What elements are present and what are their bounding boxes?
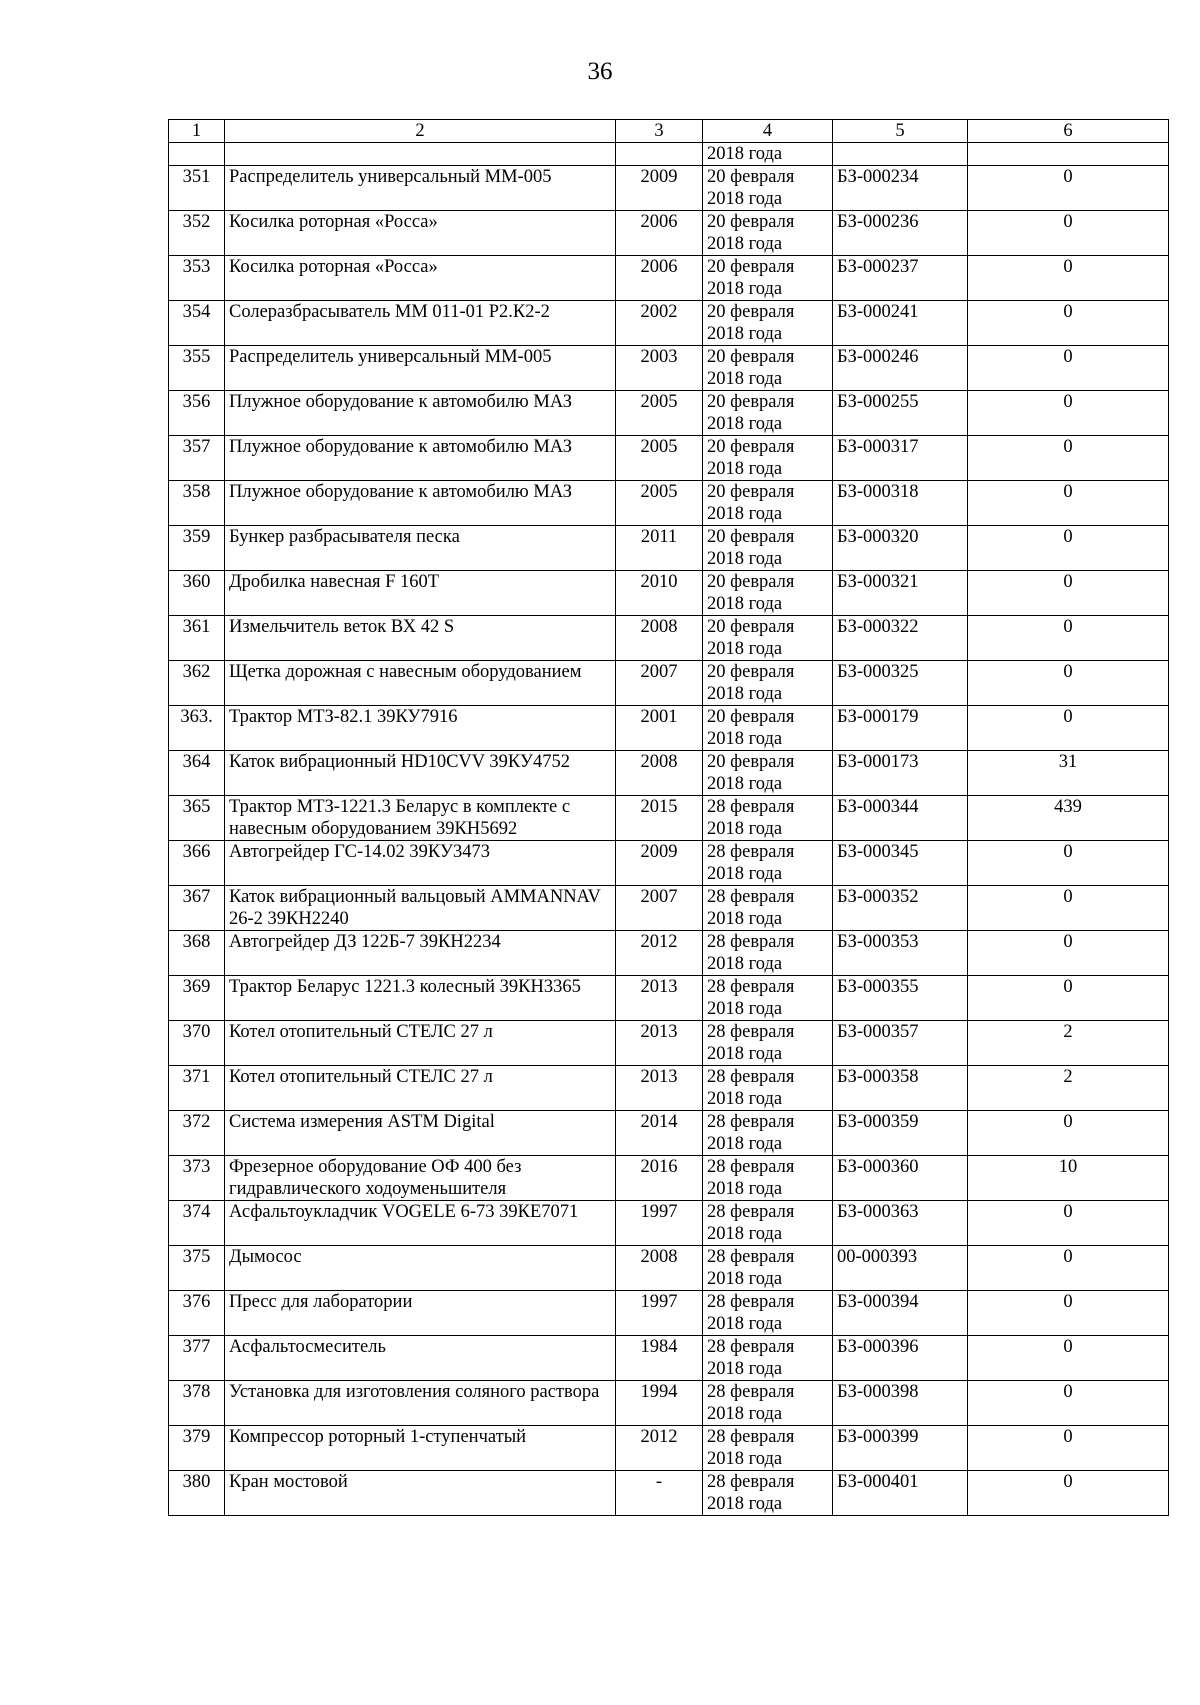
year-cell: 2011 <box>616 526 703 571</box>
date-line: 28 февраля <box>707 1112 795 1132</box>
date-line: 2018 года <box>707 729 783 749</box>
row-number-cell: 362 <box>169 661 225 706</box>
date-line: 2018 года <box>707 1134 783 1154</box>
item-name-cell: Косилка роторная «Росса» <box>225 211 616 256</box>
value-cell: 0 <box>968 571 1169 616</box>
date-cell <box>703 1246 833 1291</box>
row-number-cell: 367 <box>169 886 225 931</box>
date-cell <box>703 796 833 841</box>
inventory-code-cell: БЗ-000234 <box>833 166 968 211</box>
year-cell: - <box>616 1471 703 1516</box>
date-line: 20 февраля <box>707 167 795 187</box>
date-line: 2018 года <box>707 189 783 209</box>
date-line: 20 февраля <box>707 617 795 637</box>
date-line: 2018 года <box>707 954 783 974</box>
year-cell: 2005 <box>616 481 703 526</box>
row-number-cell: 374 <box>169 1201 225 1246</box>
inventory-code-cell: БЗ-000357 <box>833 1021 968 1066</box>
item-name-cell: Трактор МТЗ-1221.3 Беларус в комплекте с навесным оборудованием 39КН5692 <box>225 796 616 841</box>
row-number-cell: 363. <box>169 706 225 751</box>
date-cell <box>703 481 833 526</box>
date-line: 2018 года <box>707 504 783 524</box>
date-line: 20 февраля <box>707 347 795 367</box>
table-row <box>169 976 1169 1021</box>
date-line: 20 февраля <box>707 302 795 322</box>
table-row <box>169 211 1169 256</box>
date-line: 2018 года <box>707 459 783 479</box>
date-line: 28 февраля <box>707 977 795 997</box>
year-cell: 2009 <box>616 166 703 211</box>
row-number-cell: 365 <box>169 796 225 841</box>
date-line: 2018 года <box>707 369 783 389</box>
year-cell: 2012 <box>616 1426 703 1471</box>
value-cell: 0 <box>968 1201 1169 1246</box>
item-name-cell: Асфальтоукладчик VOGELE 6-73 39КЕ7071 <box>225 1201 616 1246</box>
table-row <box>169 436 1169 481</box>
row-number-cell: 376 <box>169 1291 225 1336</box>
date-line: 2018 года <box>707 774 783 794</box>
table-row <box>169 1246 1169 1291</box>
year-cell: 2008 <box>616 616 703 661</box>
item-name-cell: Распределитель универсальный ММ-005 <box>225 166 616 211</box>
value-cell: 0 <box>968 526 1169 571</box>
item-name-cell: Кран мостовой <box>225 1471 616 1516</box>
value-cell: 0 <box>968 301 1169 346</box>
row-number-cell: 369 <box>169 976 225 1021</box>
row-number-cell: 353 <box>169 256 225 301</box>
year-cell: 2006 <box>616 211 703 256</box>
value-cell: 0 <box>968 1426 1169 1471</box>
row-number-cell: 357 <box>169 436 225 481</box>
value-cell: 0 <box>968 211 1169 256</box>
table-row <box>169 301 1169 346</box>
table-row <box>169 166 1169 211</box>
date-cell <box>703 211 833 256</box>
date-line: 28 февраля <box>707 1337 795 1357</box>
date-cell <box>703 976 833 1021</box>
row-number-cell: 378 <box>169 1381 225 1426</box>
date-line: 28 февраля <box>707 1202 795 1222</box>
table-row <box>169 931 1169 976</box>
value-cell: 0 <box>968 886 1169 931</box>
date-line: 28 февраля <box>707 1472 795 1492</box>
item-name-cell: Каток вибрационный HD10CVV 39КУ4752 <box>225 751 616 796</box>
item-name-cell: Асфальтосмеситель <box>225 1336 616 1381</box>
year-cell: 2008 <box>616 1246 703 1291</box>
table-row <box>169 751 1169 796</box>
inventory-code-cell: БЗ-000363 <box>833 1201 968 1246</box>
date-cell <box>703 166 833 211</box>
inventory-code-cell: БЗ-000246 <box>833 346 968 391</box>
item-name-cell: Трактор Беларус 1221.3 колесный 39КН3365 <box>225 976 616 1021</box>
item-name-cell: Установка для изготовления соляного раствора <box>225 1381 616 1426</box>
inventory-code-cell: БЗ-000353 <box>833 931 968 976</box>
item-name-cell: Дробилка навесная F 160Т <box>225 571 616 616</box>
date-line: 28 февраля <box>707 1292 795 1312</box>
year-cell: 1997 <box>616 1291 703 1336</box>
date-line: 2018 года <box>707 594 783 614</box>
item-name-cell: Плужное оборудование к автомобилю МАЗ <box>225 436 616 481</box>
column-header: 5 <box>833 120 968 143</box>
item-name-cell: Дымосос <box>225 1246 616 1291</box>
row-number-cell: 370 <box>169 1021 225 1066</box>
date-cell: 2018 года <box>703 143 833 166</box>
value-cell: 0 <box>968 616 1169 661</box>
column-header: 3 <box>616 120 703 143</box>
inventory-code-cell: БЗ-000179 <box>833 706 968 751</box>
table-row <box>169 1381 1169 1426</box>
item-name-cell: Пресс для лаборатории <box>225 1291 616 1336</box>
date-line: 2018 года <box>707 549 783 569</box>
column-header: 2 <box>225 120 616 143</box>
value-cell: 0 <box>968 346 1169 391</box>
inventory-code-cell: БЗ-000318 <box>833 481 968 526</box>
row-number-cell: 371 <box>169 1066 225 1111</box>
date-line: 20 февраля <box>707 392 795 412</box>
year-cell: 2016 <box>616 1156 703 1201</box>
year-cell: 1994 <box>616 1381 703 1426</box>
table-row <box>169 526 1169 571</box>
date-line: 20 февраля <box>707 572 795 592</box>
row-number-cell: 364 <box>169 751 225 796</box>
inventory-code-cell: БЗ-000322 <box>833 616 968 661</box>
item-name-cell: Плужное оборудование к автомобилю МАЗ <box>225 391 616 436</box>
date-line: 2018 года <box>707 324 783 344</box>
inventory-code-cell: БЗ-000352 <box>833 886 968 931</box>
row-number-cell: 375 <box>169 1246 225 1291</box>
date-line: 28 февраля <box>707 1067 795 1087</box>
date-line: 2018 года <box>707 999 783 1019</box>
row-number-cell: 361 <box>169 616 225 661</box>
table-row <box>169 661 1169 706</box>
row-number-cell: 355 <box>169 346 225 391</box>
item-name-cell: Каток вибрационный вальцовый AMMANNAV 26-2 39КН2240 <box>225 886 616 931</box>
inventory-code-cell: БЗ-000394 <box>833 1291 968 1336</box>
table-row <box>169 391 1169 436</box>
date-cell <box>703 931 833 976</box>
value-cell: 0 <box>968 166 1169 211</box>
date-cell <box>703 571 833 616</box>
table-row <box>169 1111 1169 1156</box>
table-row <box>169 1426 1169 1471</box>
date-line: 2018 года <box>707 864 783 884</box>
table-row <box>169 256 1169 301</box>
item-name-cell: Солеразбрасыватель ММ 011-01 Р2.К2-2 <box>225 301 616 346</box>
inventory-code-cell: БЗ-000358 <box>833 1066 968 1111</box>
year-cell: 2005 <box>616 391 703 436</box>
row-number-cell: 372 <box>169 1111 225 1156</box>
inventory-code-cell: БЗ-000359 <box>833 1111 968 1156</box>
inventory-code-cell: БЗ-000396 <box>833 1336 968 1381</box>
year-cell: 2015 <box>616 796 703 841</box>
year-cell: 2003 <box>616 346 703 391</box>
inventory-code-cell: 00-000393 <box>833 1246 968 1291</box>
date-cell <box>703 301 833 346</box>
date-cell <box>703 1471 833 1516</box>
inventory-code-cell: БЗ-000344 <box>833 796 968 841</box>
row-number-cell: 352 <box>169 211 225 256</box>
item-name-cell: Фрезерное оборудование ОФ 400 без гидравлического ходоуменьшителя <box>225 1156 616 1201</box>
value-cell: 0 <box>968 391 1169 436</box>
date-line: 20 февраля <box>707 437 795 457</box>
table-row <box>169 1201 1169 1246</box>
value-cell: 0 <box>968 1336 1169 1381</box>
item-name-cell: Плужное оборудование к автомобилю МАЗ <box>225 481 616 526</box>
date-line: 20 февраля <box>707 707 795 727</box>
item-name-cell: Автогрейдер ГС-14.02 39КУ3473 <box>225 841 616 886</box>
row-number-cell: 368 <box>169 931 225 976</box>
value-cell: 0 <box>968 481 1169 526</box>
table-row <box>169 1291 1169 1336</box>
inventory-code-cell: БЗ-000325 <box>833 661 968 706</box>
page-number: 36 <box>587 58 613 85</box>
column-header: 1 <box>169 120 225 143</box>
date-cell <box>703 751 833 796</box>
table-row <box>169 1066 1169 1111</box>
year-cell: 2014 <box>616 1111 703 1156</box>
value-cell: 0 <box>968 976 1169 1021</box>
row-number-cell: 366 <box>169 841 225 886</box>
date-line: 2018 года <box>707 1314 783 1334</box>
date-line: 2018 года <box>707 684 783 704</box>
year-cell: 1984 <box>616 1336 703 1381</box>
inventory-code-cell: БЗ-000317 <box>833 436 968 481</box>
table-row <box>169 1156 1169 1201</box>
date-cell <box>703 1381 833 1426</box>
value-cell: 0 <box>968 1246 1169 1291</box>
year-cell: 2007 <box>616 661 703 706</box>
date-cell <box>703 886 833 931</box>
year-cell: 2008 <box>616 751 703 796</box>
date-line: 2018 года <box>707 279 783 299</box>
item-name-cell: Котел отопительный СТЕЛС 27 л <box>225 1066 616 1111</box>
date-line: 2018 года <box>707 1044 783 1064</box>
date-cell <box>703 706 833 751</box>
item-name-cell: Косилка роторная «Росса» <box>225 256 616 301</box>
item-name-cell: Система измерения ASTM Digital <box>225 1111 616 1156</box>
date-cell <box>703 1201 833 1246</box>
year-cell: 2005 <box>616 436 703 481</box>
table-row <box>169 616 1169 661</box>
inventory-code-cell: БЗ-000321 <box>833 571 968 616</box>
date-line: 28 февраля <box>707 1022 795 1042</box>
date-line: 20 февраля <box>707 212 795 232</box>
date-line: 28 февраля <box>707 932 795 952</box>
row-number-cell: 358 <box>169 481 225 526</box>
date-line: 2018 года <box>707 1359 783 1379</box>
date-line: 28 февраля <box>707 842 795 862</box>
table-row <box>169 841 1169 886</box>
year-cell: 2006 <box>616 256 703 301</box>
value-cell: 2 <box>968 1021 1169 1066</box>
column-header: 4 <box>703 120 833 143</box>
inventory-code-cell: БЗ-000320 <box>833 526 968 571</box>
date-cell <box>703 346 833 391</box>
item-name-cell: Измельчитель веток ВХ 42 S <box>225 616 616 661</box>
inventory-code-cell: БЗ-000236 <box>833 211 968 256</box>
date-cell <box>703 526 833 571</box>
value-cell: 0 <box>968 661 1169 706</box>
year-cell: 2001 <box>616 706 703 751</box>
date-line: 2018 года <box>707 1494 783 1514</box>
date-line: 20 февраля <box>707 257 795 277</box>
inventory-table <box>168 119 1169 1516</box>
date-line: 2018 года <box>707 1269 783 1289</box>
year-cell: 1997 <box>616 1201 703 1246</box>
date-line: 28 февраля <box>707 1157 795 1177</box>
date-cell <box>703 1291 833 1336</box>
date-cell <box>703 256 833 301</box>
year-cell: 2012 <box>616 931 703 976</box>
year-cell: 2010 <box>616 571 703 616</box>
year-cell: 2009 <box>616 841 703 886</box>
table-row <box>169 481 1169 526</box>
date-line: 2018 года <box>707 1404 783 1424</box>
item-name-cell: Компрессор роторный 1-ступенчатый <box>225 1426 616 1471</box>
date-line: 28 февраля <box>707 1247 795 1267</box>
date-line: 20 февраля <box>707 662 795 682</box>
date-cell <box>703 1021 833 1066</box>
date-line: 20 февраля <box>707 482 795 502</box>
row-number-cell: 354 <box>169 301 225 346</box>
date-cell <box>703 436 833 481</box>
value-cell: 0 <box>968 1111 1169 1156</box>
date-line: 28 февраля <box>707 1427 795 1447</box>
row-number-cell: 379 <box>169 1426 225 1471</box>
year-cell: 2007 <box>616 886 703 931</box>
inventory-code-cell: БЗ-000241 <box>833 301 968 346</box>
continuation-row <box>169 143 1169 166</box>
date-line: 2018 года <box>707 234 783 254</box>
value-cell: 0 <box>968 256 1169 301</box>
row-number-cell: 351 <box>169 166 225 211</box>
inventory-code-cell: БЗ-000360 <box>833 1156 968 1201</box>
table-row <box>169 1336 1169 1381</box>
date-line: 2018 года <box>707 414 783 434</box>
date-line: 2018 года <box>707 1089 783 1109</box>
year-cell: 2013 <box>616 1066 703 1111</box>
row-number-cell: 359 <box>169 526 225 571</box>
table-row <box>169 886 1169 931</box>
inventory-code-cell: БЗ-000237 <box>833 256 968 301</box>
column-header: 6 <box>968 120 1169 143</box>
row-number-cell: 377 <box>169 1336 225 1381</box>
value-cell: 0 <box>968 436 1169 481</box>
date-line: 2018 года <box>707 1449 783 1469</box>
date-line: 20 февраля <box>707 527 795 547</box>
date-line: 2018 года <box>707 1224 783 1244</box>
value-cell: 0 <box>968 706 1169 751</box>
value-cell: 0 <box>968 931 1169 976</box>
inventory-code-cell: БЗ-000399 <box>833 1426 968 1471</box>
date-line: 2018 года <box>707 1179 783 1199</box>
inventory-code-cell: БЗ-000345 <box>833 841 968 886</box>
year-cell: 2002 <box>616 301 703 346</box>
table-row <box>169 1021 1169 1066</box>
value-cell: 0 <box>968 1381 1169 1426</box>
row-number-cell: 373 <box>169 1156 225 1201</box>
table-row <box>169 706 1169 751</box>
item-name-cell: Трактор МТЗ-82.1 39КУ7916 <box>225 706 616 751</box>
date-line: 20 февраля <box>707 752 795 772</box>
item-name-cell: Котел отопительный СТЕЛС 27 л <box>225 1021 616 1066</box>
row-number-cell: 360 <box>169 571 225 616</box>
value-cell: 31 <box>968 751 1169 796</box>
table-row <box>169 1471 1169 1516</box>
row-number-cell: 380 <box>169 1471 225 1516</box>
row-number-cell: 356 <box>169 391 225 436</box>
table-row <box>169 571 1169 616</box>
header-row <box>169 120 1169 143</box>
year-cell: 2013 <box>616 976 703 1021</box>
date-cell <box>703 616 833 661</box>
item-name-cell: Бункер разбрасывателя песка <box>225 526 616 571</box>
inventory-code-cell: БЗ-000173 <box>833 751 968 796</box>
inventory-code-cell: БЗ-000401 <box>833 1471 968 1516</box>
item-name-cell: Автогрейдер ДЗ 122Б-7 39КН2234 <box>225 931 616 976</box>
date-line: 2018 года <box>707 639 783 659</box>
item-name-cell: Щетка дорожная с навесным оборудованием <box>225 661 616 706</box>
date-cell <box>703 661 833 706</box>
date-cell <box>703 391 833 436</box>
date-line: 28 февраля <box>707 797 795 817</box>
inventory-code-cell: БЗ-000255 <box>833 391 968 436</box>
value-cell: 0 <box>968 1291 1169 1336</box>
date-cell <box>703 1336 833 1381</box>
date-line: 28 февраля <box>707 887 795 907</box>
value-cell: 439 <box>968 796 1169 841</box>
inventory-code-cell: БЗ-000355 <box>833 976 968 1021</box>
date-line: 28 февраля <box>707 1382 795 1402</box>
value-cell: 0 <box>968 1471 1169 1516</box>
value-cell: 0 <box>968 841 1169 886</box>
value-cell: 2 <box>968 1066 1169 1111</box>
inventory-code-cell: БЗ-000398 <box>833 1381 968 1426</box>
date-line: 2018 года <box>707 819 783 839</box>
date-cell <box>703 1426 833 1471</box>
table-row <box>169 346 1169 391</box>
date-line: 2018 года <box>707 909 783 929</box>
table-row <box>169 796 1169 841</box>
date-cell <box>703 1156 833 1201</box>
date-cell <box>703 841 833 886</box>
date-cell <box>703 1111 833 1156</box>
item-name-cell: Распределитель универсальный ММ-005 <box>225 346 616 391</box>
year-cell: 2013 <box>616 1021 703 1066</box>
value-cell: 10 <box>968 1156 1169 1201</box>
date-cell <box>703 1066 833 1111</box>
